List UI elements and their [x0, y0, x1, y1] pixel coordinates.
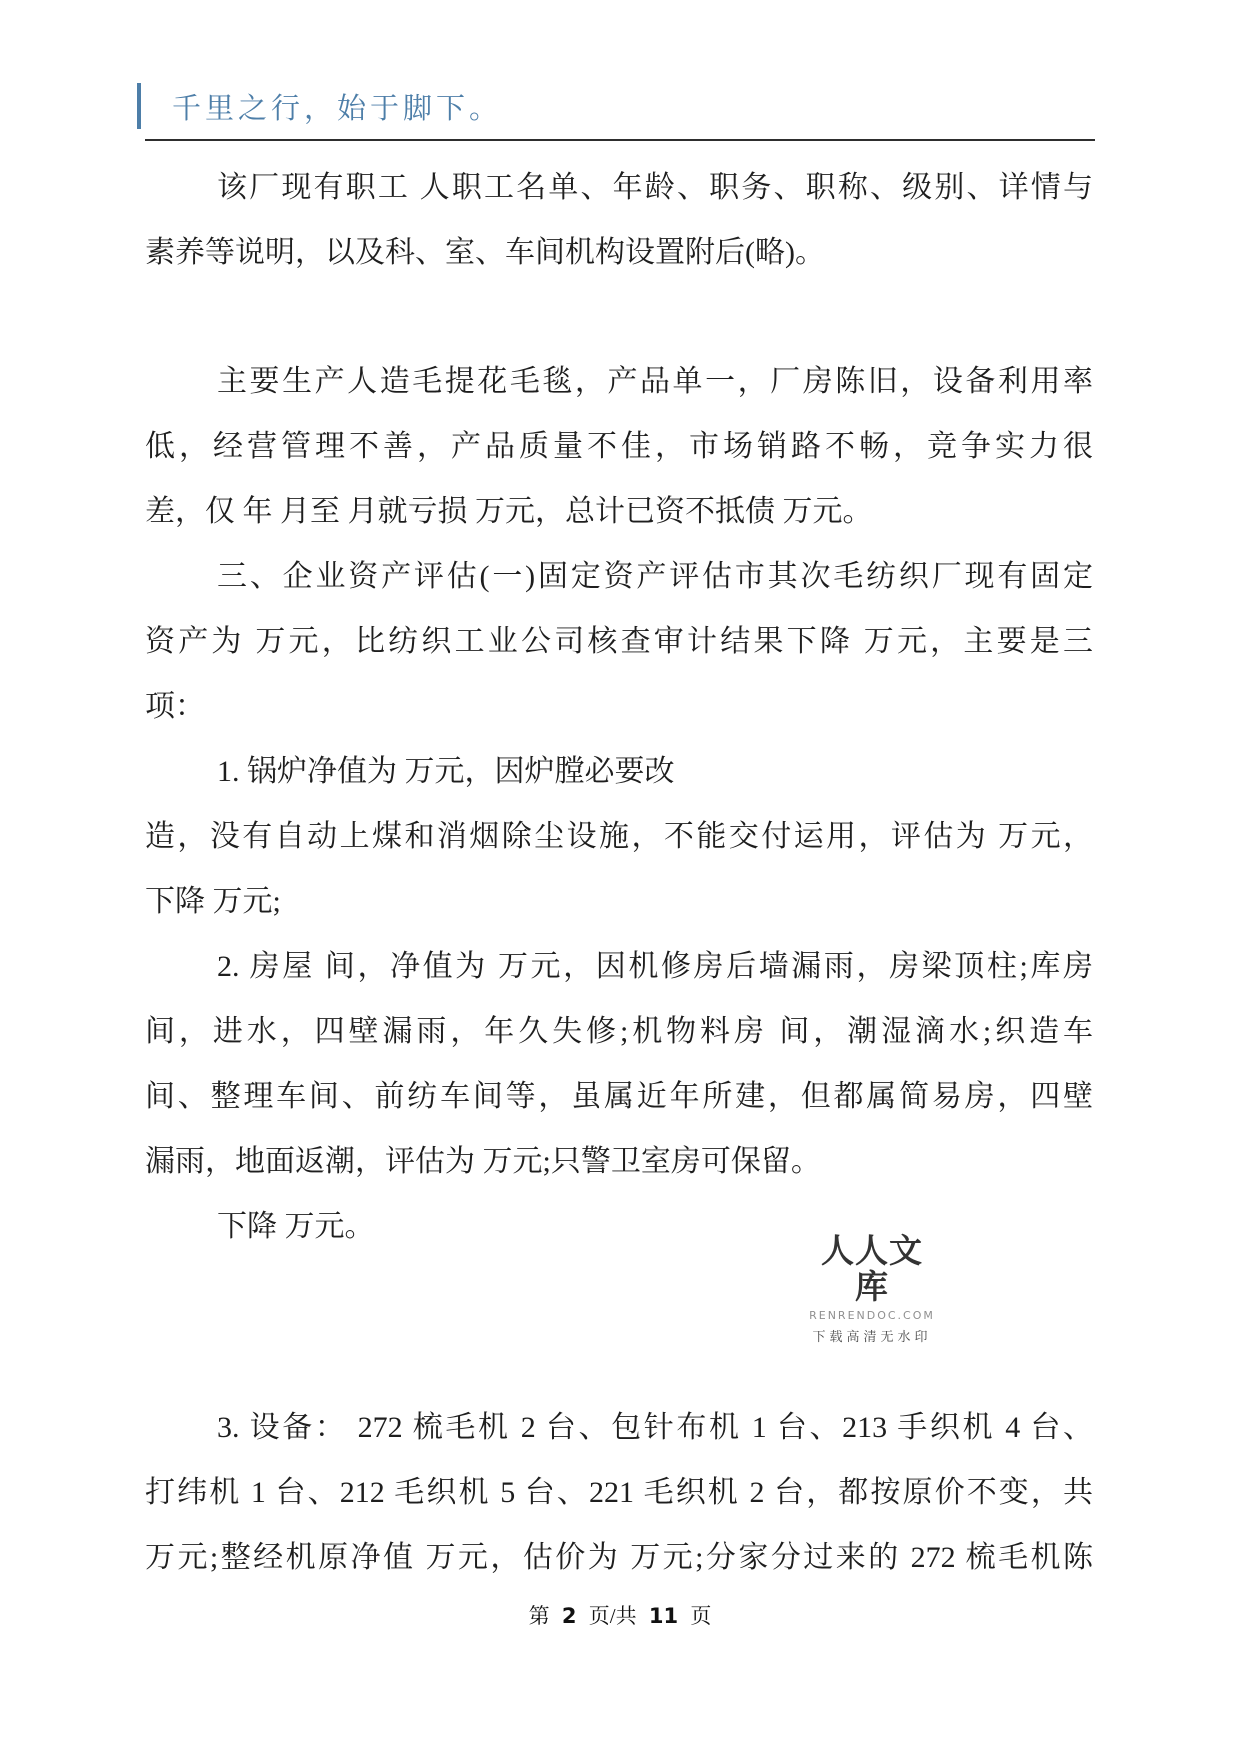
watermark-logo — [806, 1234, 938, 1345]
slogan-accent-bar — [137, 83, 141, 129]
footer-prefix: 第 — [528, 1604, 550, 1628]
body-line: 素养等说明，以及科、室、车间机构设置附后(略)。 — [145, 236, 825, 269]
body-line: 2. 房屋 间，净值为 万元，因机修房后墙漏雨，房梁顶柱;库房 — [217, 950, 1093, 983]
header-slogan: 千里之行，始于脚下。 — [172, 91, 503, 125]
footer-total-pages: 11 — [648, 1604, 679, 1628]
body-line: 间、整理车间、前纺车间等，虽属近年所建，但都属简易房，四壁 — [145, 1080, 1093, 1113]
body-line: 打纬机 1 台、212 毛织机 5 台、221 毛织机 2 台，都按原价不变，共 — [145, 1476, 1093, 1509]
body-line: 3. 设备： 272 梳毛机 2 台、包针布机 1 台、213 手织机 4 台、 — [217, 1411, 1093, 1444]
paragraph-spacer — [145, 285, 1093, 349]
paragraph-spacer — [145, 1259, 1093, 1395]
header-divider — [145, 139, 1095, 141]
body-line: 间，进水，四壁漏雨，年久失修;机物料房 间，潮湿滴水;织造车 — [145, 1015, 1093, 1048]
body-line: 万元;整经机原净值 万元，估价为 万元;分家分过来的 272 梳毛机陈 — [145, 1541, 1093, 1574]
footer-page-number: 2 — [561, 1604, 577, 1628]
body-line: 主要生产人造毛提花毛毯，产品单一，厂房陈旧，设备利用率 — [217, 365, 1093, 398]
body-line: 差，仅 年 月至 月就亏损 万元，总计已资不抵债 万元。 — [145, 495, 873, 528]
page-footer — [0, 1600, 1240, 1630]
body-line: 下降 万元。 — [217, 1210, 375, 1243]
body-line: 造，没有自动上煤和消烟除尘设施，不能交付运用，评估为 万元， — [145, 820, 1093, 853]
body-line: 项： — [145, 690, 205, 723]
body-line: 下降 万元; — [145, 885, 281, 918]
footer-infix: 页/共 — [588, 1604, 637, 1628]
watermark-title: 人人文库 — [821, 1234, 923, 1307]
body-line: 1. 锅炉净值为 万元，因炉膛必要改 — [217, 755, 675, 788]
body-line: 低，经营管理不善，产品质量不佳，市场销路不畅，竞争实力很 — [145, 430, 1093, 463]
body-line: 漏雨，地面返潮，评估为 万元;只警卫室房可保留。 — [145, 1145, 821, 1178]
body-line: 三、企业资产评估(一)固定资产评估市其次毛纺织厂现有固定 — [217, 560, 1093, 593]
watermark-domain: RENRENDOC.COM — [809, 1308, 935, 1322]
watermark-tagline: 下载高清无水印 — [812, 1329, 932, 1345]
footer-suffix: 页 — [690, 1604, 712, 1628]
document-body — [145, 155, 1093, 1590]
body-line: 该厂现有职工 人职工名单、年龄、职务、职称、级别、详情与 — [217, 171, 1093, 204]
body-line: 资产为 万元，比纺织工业公司核查审计结果下降 万元，主要是三 — [145, 625, 1093, 658]
